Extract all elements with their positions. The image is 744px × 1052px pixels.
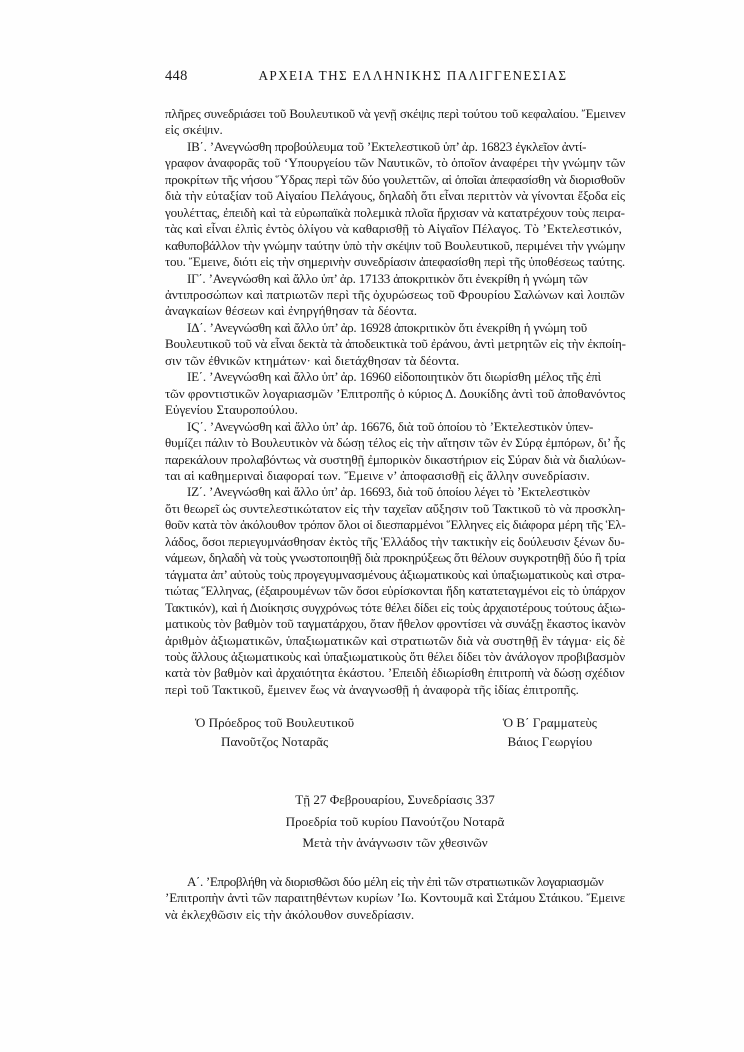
text-line: διὰ τὴν εὐταξίαν τοῦ Αἰγαίου Πελάγους, δηλαδὴ ὅτι εἶναι περιττὸν νὰ γίνονται ἔξοδα εἰς <box>165 188 625 204</box>
text-line: θοῦν κατὰ τὸν ἀκόλουθον τρόπον ὅλοι οἱ διεσπαρμένοι Ἕλληνες εἰς διάφορα μέρη τῆς Ἑλ- <box>165 517 626 533</box>
paragraph-ib <box>165 139 625 271</box>
text-line: καθυποβάλλον τὴν γνώμην ταύτην ὑπὸ τὴν σκέψιν τοῦ Βουλευτικοῦ, περιμένει τὴν γνώμην <box>165 237 625 253</box>
text-line: ΙΖ΄. ’Ανεγνώσθη καὶ ἄλλο ὑπ’ ἀρ. 16693, διὰ τοῦ ὁποίου λέγει τὸ ’Εκτελεστικὸν <box>187 484 590 500</box>
text-line: προκρίτων τῆς νήσου Ὕδρας περὶ τῶν δύο γουλεττῶν, αἱ ὁποῖαι ἀπεφασίσθη νὰ διορισθοῦν <box>165 171 625 187</box>
signature-name: Βάιος Γεωργίου <box>507 734 593 750</box>
text-line: ΙΔ΄. ’Ανεγνώσθη καὶ ἄλλο ὑπ’ ἀρ. 16928 ἀποκριτικὸν ὅτι ἐνεκρίθη ἡ γνώμη τοῦ <box>187 319 587 335</box>
text-line: γουλέττας, ἐπειδὴ καὶ τὰ εὐρωπαϊκὰ πολεμικὰ πλοῖα ἤρχισαν νὰ κατατρέχουν τοὺς πειρα- <box>165 204 625 220</box>
signature-secretary <box>503 713 597 751</box>
text-line: σιν τῶν ἐθνικῶν κτημάτων· καὶ διετάχθησαν τὰ δέοντα. <box>165 352 460 368</box>
session-presidency-line: Προεδρία τοῦ κυρίου Πανούτζου Νοταρᾶ <box>285 813 505 829</box>
paragraph-is <box>165 419 625 485</box>
signature-block <box>165 713 625 751</box>
signature-name: Πανοῦτζος Νοταρᾶς <box>220 734 329 750</box>
signature-president <box>195 713 354 751</box>
text-line: ΙΒ΄. ’Ανεγνώσθη προβούλευμα τοῦ ’Εκτελεστικοῦ ὑπ’ ἀρ. 16823 ἐγκλεῖον ἀντί- <box>187 138 587 154</box>
text-line: ΙΓ΄. ’Ανεγνώσθη καὶ ἄλλο ὑπ’ ἀρ. 17133 ἀποκριτικὸν ὅτι ἐνεκρίθη ἡ γνώμη τῶν <box>187 270 588 286</box>
page-content <box>165 68 625 923</box>
text-line: ἀριθμὸν ἀξιωματικῶν, ὑπαξιωματικῶν καὶ στρατιωτῶν διὰ νὰ συστηθῇ ἓν τάγμα· εἰς δὲ <box>165 632 625 648</box>
paragraph-continuation <box>165 106 625 139</box>
session-after-line: Μετὰ τὴν ἀνάγνωσιν τῶν χθεσινῶν <box>302 835 488 851</box>
text-line: ματικοὺς τὸν βαθμὸν τοῦ ταγματάρχου, ὅταν ἤθελον φροντίσει νὰ συνάξῃ ἕκαστος ἱκανὸν <box>165 616 626 632</box>
text-line: περὶ τοῦ Τακτικοῦ, ἔμεινεν ἕως νὰ ἀναγνωσθῇ ἡ ἀναφορὰ τῆς ἰδίας ἐπιτροπῆς. <box>165 681 579 697</box>
paragraph-ig <box>165 271 625 320</box>
session-heading <box>165 789 625 854</box>
text-line: ὅτι θεωρεῖ ὡς συντελεστικώτατον εἰς τὴν ταχεῖαν αὔξησιν τοῦ Τακτικοῦ τὸ νὰ προσκλη- <box>165 500 626 516</box>
signature-title: Ὁ Πρόεδρος τοῦ Βουλευτικοῦ <box>195 715 355 731</box>
page-number: 448 <box>165 68 188 84</box>
text-line: Α΄. ’Επροβλήθη νὰ διορισθῶσι δύο μέλη εἰς τὴν ἐπὶ τῶν στρατιωτικῶν λογαριασμῶν <box>187 873 604 889</box>
text-line: εἰς σκέψιν. <box>165 122 223 138</box>
signature-title: Ὁ Β΄ Γραμματεὺς <box>502 715 597 731</box>
session-date-line: Τῇ 27 Φεβρουαρίου, Συνεδρίασις 337 <box>295 792 495 808</box>
text-line: Τακτικόν), καὶ ἡ Διοίκησις συγχρόνως τότε θέλει δίδει εἰς τοὺς ἀρχαιοτέρους τούτους ἀξιω- <box>165 599 626 615</box>
text-line: νάμεων, δηλαδὴ νὰ τοὺς γνωστοποιηθῇ διὰ προκηρύξεως ὅτι θέλουν συγκροτηθῇ δύο ἢ τρία <box>165 550 626 566</box>
paragraph-iz <box>165 484 625 698</box>
text-line: τὰς καὶ εἶναι ἐλπὶς ἐντὸς ὀλίγου νὰ καθαρισθῇ τὸ Αἰγαῖον Πέλαγος. Τὸ ’Εκτελεστικόν, <box>165 221 622 237</box>
text-line: ΙϚ΄. ’Ανεγνώσθη καὶ ἄλλο ὑπ’ ἀρ. 16676, διὰ τοῦ ὁποίου τὸ ’Εκτελεστικὸν ὑπεν- <box>187 418 594 434</box>
text-line: ἀναγκαίων θέσεων καὶ ἐνηργήθησαν τὰ δέοντα. <box>165 303 417 319</box>
text-line: λάδος, ὅσοι περιεγυμνάσθησαν ἐκτὸς τῆς Ἑλλάδος τὴν τακτικὴν εἰς δούλευσιν ξένων δυ- <box>165 533 625 549</box>
text-line: θυμίζει πάλιν τὸ Βουλευτικὸν νὰ δώσῃ τέλος εἰς τὴν αἴτησιν τῶν ἐν Σύρᾳ ἐμπόρων, δι’ ἧς <box>165 435 626 451</box>
paragraph-id <box>165 320 625 369</box>
text-line: ’Επιτροπὴν ἀντὶ τῶν παραιτηθέντων κυρίων ’Ιω. Κοντουμᾶ καὶ Στάμου Στάικου. Ἔμεινε <box>165 890 626 906</box>
text-line: κατὰ τὸν βαθμὸν καὶ ἀρχαιότητα ἑκάστου. ’Επειδὴ ἐδιωρίσθη ἐπιτροπὴ νὰ δώσῃ σχέδιον <box>165 665 625 681</box>
text-line: παρεκάλουν προλαβόντως νὰ συστηθῇ ἐμπορικὸν δικαστήριον εἰς Σύραν διὰ νὰ διαλύων- <box>165 451 626 467</box>
text-line: του. Ἔμεινε, διότι εἰς τὴν σημερινὴν συνεδρίασιν ἀπεφασίσθη περὶ τῆς ὑποθέσεως ταύτης. <box>165 254 625 270</box>
paragraph-ie <box>165 369 625 418</box>
paragraph-a <box>165 874 625 923</box>
text-line: τῶν φροντιστικῶν λογαριασμῶν ’Επιτροπῆς ὁ κύριος Δ. Δουκίδης ἀντὶ τοῦ ἀποθανόντος <box>165 385 626 401</box>
text-line: πλῆρες συνεδριάσει τοῦ Βουλευτικοῦ νὰ γενῇ σκέψις περὶ τούτου τοῦ κεφαλαίου. Ἔμεινεν <box>165 106 626 121</box>
text-line: ται αἱ καθημεριναὶ διαφοραί των. Ἔμεινε ν’ ἀποφασισθῇ εἰς ἄλλην συνεδρίασιν. <box>165 467 590 483</box>
text-line: τοὺς ἄλλους ἀξιωματικοὺς καὶ ὑπαξιωματικοὺς ὅτι θέλει δίδει τὸν ἀνάλογον προβιβασμὸν <box>165 648 626 664</box>
text-line: νὰ ἐκλεχθῶσιν εἰς τὴν ἀκόλουθον συνεδρίασιν. <box>165 906 415 922</box>
text-line: ἀντιπροσώπων καὶ πατριωτῶν περὶ τῆς ὀχυρώσεως τοῦ Φρουρίου Σαλώνων καὶ λοιπῶν <box>165 286 625 302</box>
running-title: ΑΡΧΕΙΑ ΤΗΣ ΕΛΛΗΝΙΚΗΣ ΠΑΛΙΓΓΕΝΕΣΙΑΣ <box>258 68 568 83</box>
text-line: Εὐγενίου Σταυροπούλου. <box>165 402 298 418</box>
running-head <box>165 68 625 90</box>
text-line: γραφον ἀναφορᾶς τοῦ ‘Υπουργείου τῶν Ναυτικῶν, τὸ ὁποῖον ἀναφέρει τὴν γνώμην τῶν <box>165 155 626 171</box>
text-line: ΙΕ΄. ’Ανεγνώσθη καὶ ἄλλο ὑπ’ ἀρ. 16960 εἰδοποιητικὸν ὅτι διωρίσθη μέλος τῆς ἐπὶ <box>187 369 601 385</box>
text-line: τιώτας Ἕλληνας, (ἐξαιρουμένων τῶν ὅσοι εὑρίσκονται ἤδη κατατεταγμένοι εἰς τὸ ὑπάρχον <box>165 583 626 599</box>
text-line: Βουλευτικοῦ τοῦ νὰ εἶναι δεκτὰ τὰ ἀποδεικτικὰ τοῦ ἐράνου, ἀντὶ μετρητῶν εἰς τὴν ἐκποίη- <box>165 336 626 352</box>
text-line: τάγματα ἀπ’ αὐτοὺς τοὺς προγεγυμνασμένους ἀξιωματικοὺς καὶ ὑπαξιωματικοὺς καὶ στρα- <box>165 566 625 582</box>
